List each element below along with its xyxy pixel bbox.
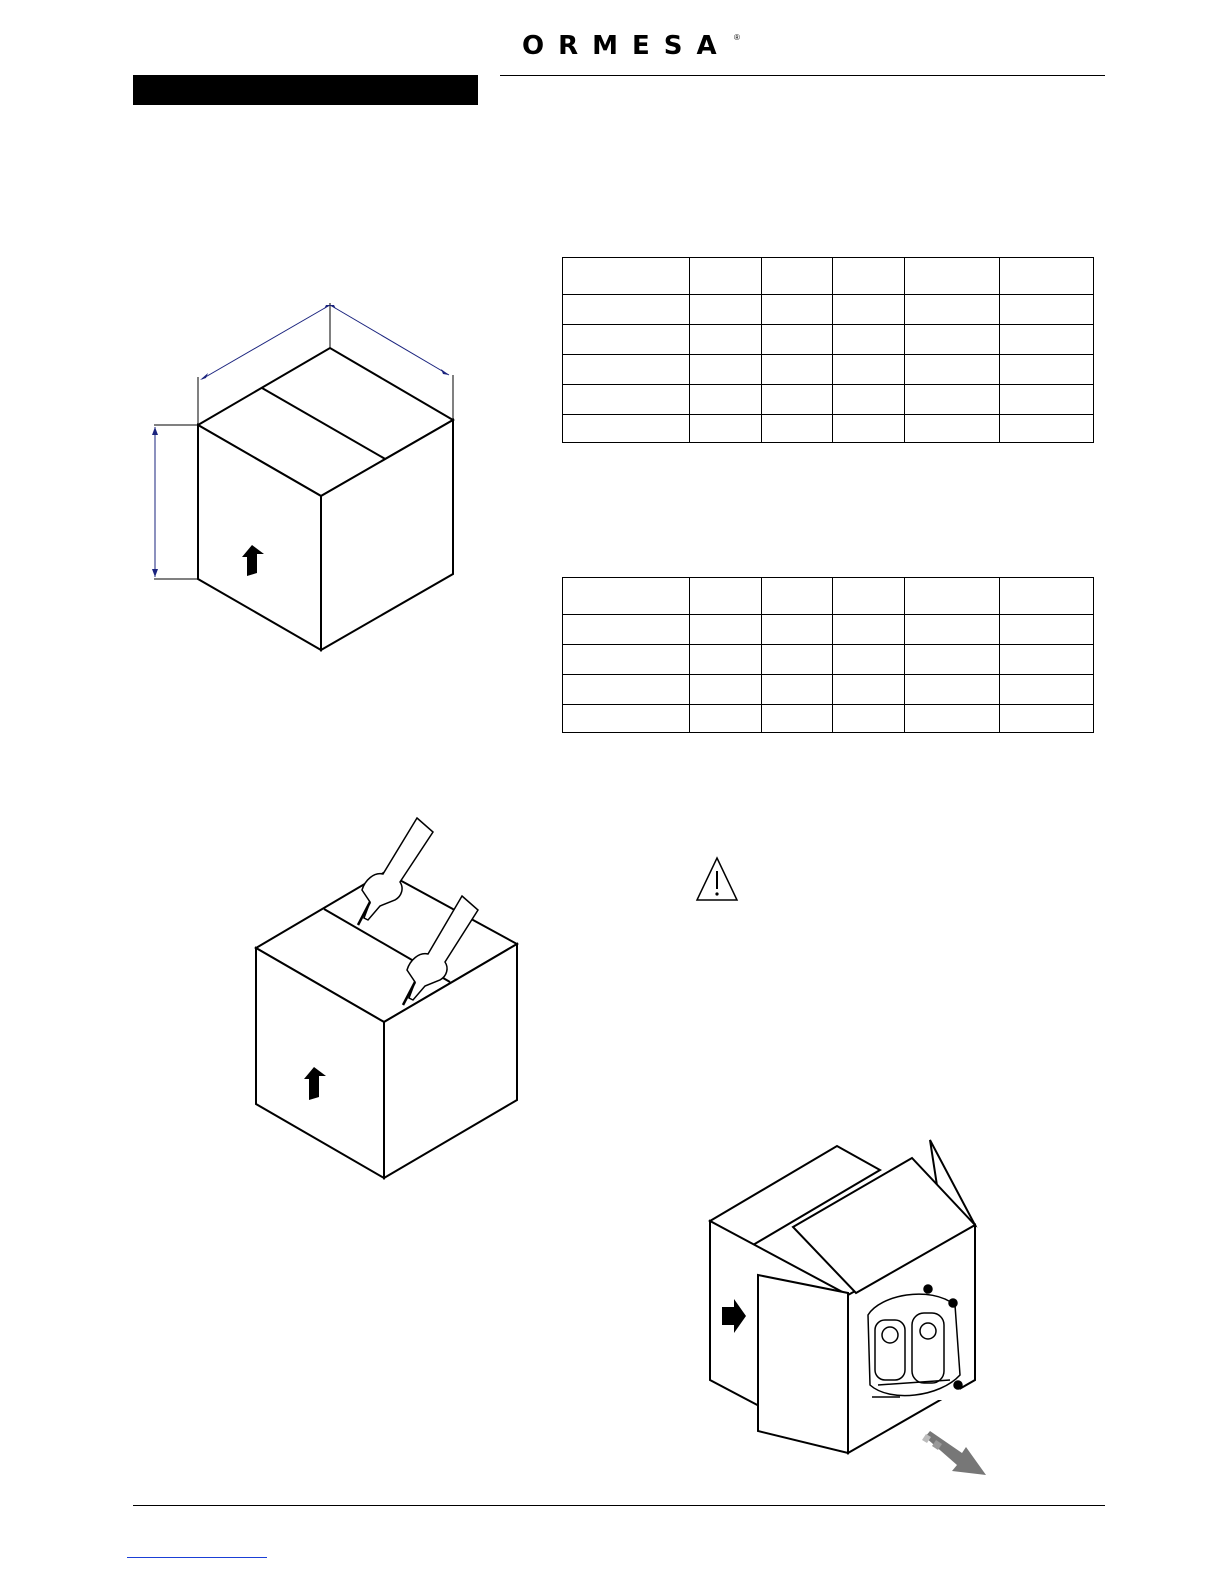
table-cell: [690, 705, 762, 733]
table-header-cell: [833, 578, 905, 615]
table-cell: [905, 385, 1000, 415]
specs-table-2: [562, 577, 1094, 733]
table-row: [563, 615, 1094, 645]
table-cell: [833, 295, 905, 325]
table-cell: [690, 355, 762, 385]
table-row: [563, 415, 1094, 443]
table-cell: [762, 325, 833, 355]
table-cell: [833, 675, 905, 705]
cutting-tape-hands-illustration: [240, 810, 540, 1190]
table-cell: [762, 675, 833, 705]
table-header-cell: [690, 258, 762, 295]
table-cell: [833, 645, 905, 675]
svg-text:®: ®: [734, 33, 740, 42]
table-cell: [690, 675, 762, 705]
table-row: [563, 325, 1094, 355]
table-cell: [833, 355, 905, 385]
table-cell: [690, 615, 762, 645]
table-cell: [762, 615, 833, 645]
table-cell: [563, 645, 690, 675]
table-cell: [762, 645, 833, 675]
table-header-cell: [1000, 578, 1094, 615]
table-row: [563, 645, 1094, 675]
table-cell: [1000, 645, 1094, 675]
table-header-cell: [563, 258, 690, 295]
table-cell: [833, 325, 905, 355]
table-header-cell: [690, 578, 762, 615]
table-cell: [905, 325, 1000, 355]
table-cell: [1000, 385, 1094, 415]
table-cell: [690, 415, 762, 443]
table-cell: [563, 295, 690, 325]
table-cell: [762, 705, 833, 733]
table-cell: [563, 325, 690, 355]
table-cell: [1000, 355, 1094, 385]
unpacking-machine-illustration: [700, 1135, 1010, 1485]
footer-rule: [133, 1505, 1105, 1506]
table-header-cell: [762, 578, 833, 615]
table-cell: [833, 385, 905, 415]
table-cell: [690, 295, 762, 325]
table-cell: [1000, 615, 1094, 645]
table-header-cell: [762, 258, 833, 295]
section-title-bar: [133, 75, 478, 105]
table-cell: [563, 675, 690, 705]
table-cell: [563, 355, 690, 385]
table-cell: [905, 675, 1000, 705]
table-cell: [905, 415, 1000, 443]
table-header-cell: [563, 578, 690, 615]
table-cell: [563, 385, 690, 415]
table-cell: [1000, 705, 1094, 733]
table-cell: [1000, 295, 1094, 325]
table-header-cell: [1000, 258, 1094, 295]
table-header-cell: [905, 258, 1000, 295]
warning-triangle-icon: [694, 855, 740, 903]
table-header-cell: [833, 258, 905, 295]
table-header-row: [563, 258, 1094, 295]
table-cell: [833, 415, 905, 443]
table-cell: [762, 295, 833, 325]
table-cell: [1000, 325, 1094, 355]
footer-link-underline[interactable]: [127, 1557, 267, 1558]
logo-text: ORMESA: [522, 31, 731, 60]
packing-box-dimensions-illustration: [140, 295, 470, 660]
table-cell: [563, 705, 690, 733]
table-row: [563, 385, 1094, 415]
table-header-cell: [905, 578, 1000, 615]
table-cell: [762, 355, 833, 385]
table-cell: [905, 295, 1000, 325]
table-row: [563, 705, 1094, 733]
table-row: [563, 675, 1094, 705]
table-header-row: [563, 578, 1094, 615]
table-cell: [905, 615, 1000, 645]
table-cell: [833, 615, 905, 645]
table-cell: [905, 355, 1000, 385]
table-row: [563, 295, 1094, 325]
table-cell: [690, 325, 762, 355]
table-cell: [563, 415, 690, 443]
table-cell: [690, 645, 762, 675]
table-row: [563, 355, 1094, 385]
table-cell: [1000, 675, 1094, 705]
table-cell: [905, 705, 1000, 733]
table-cell: [690, 385, 762, 415]
table-cell: [762, 385, 833, 415]
table-cell: [1000, 415, 1094, 443]
header-rule: [500, 75, 1105, 76]
table-cell: [563, 615, 690, 645]
table-cell: [762, 415, 833, 443]
table-cell: [833, 705, 905, 733]
specs-table-1: [562, 257, 1094, 443]
ormesa-logo: [522, 30, 742, 60]
table-cell: [905, 645, 1000, 675]
